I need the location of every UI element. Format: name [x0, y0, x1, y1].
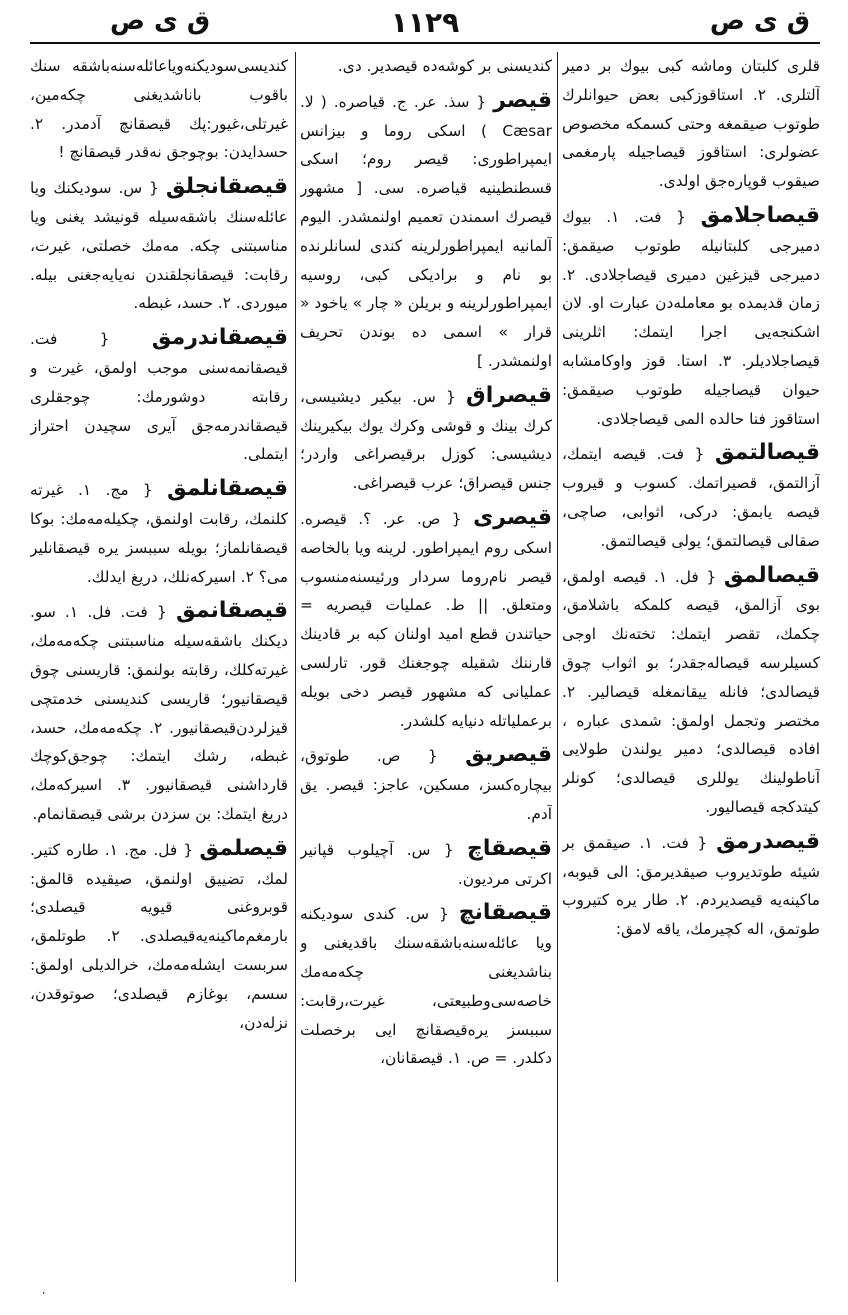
entry-headword: قيصلمق: [199, 835, 288, 861]
guide-letters-right: ق ى ص: [709, 6, 810, 36]
entry-headword: قيصاجلامق: [700, 202, 820, 228]
entry-headword: قيصر: [493, 87, 552, 113]
entry-text: قلرى كلبتان وماشه كبى بيوك بر دمير آلتلرى. ٢. استاقوزكبى بعض حيوانلرك طوتوب صيقمغه وحتى كسمكه مخصوص عضولرى: استاقوز قيصاجيله پارمغمى صيقوب قوپاره‌جق اولدى.: [562, 57, 820, 191]
entry-headword: قيصقانمق: [175, 598, 288, 624]
entry-text: { فل. ١. قيصه اولمق، بوى آزالمق، قيصه كلمكه باشلامق، چكمك، تقصر ايتمك: تخته‌نك اوجى كسيلرسه قيصاله‌جقدر؛ بو اثواب چوق قيصالدى؛ فانله ييقانمغله قيصالير. ٢. مختصر وتجمل اولمق: شمدى عباره ، افاده قيصالدى؛ دمير يولندن طولايى آناطولينك يوللرى قيصالدى؛ كونلر كيتدكجه قيصاليور.: [562, 567, 820, 816]
page-header: [30, 6, 820, 40]
dictionary-entry: [300, 899, 552, 1073]
entry-headword: قيصرى: [473, 504, 552, 530]
entry-text: { فل. مج. ١. طاره كتير. لمك، تضييق اولنمق، صيقيده قالمق: قوبروغنى قيويه قيصلدى؛بارمغم‌ماكينه‌يه‌قيصلدى. ٢. طوتلمق، سربست ايشله‌مه‌مك، خرالديلى اولمق: سسم، بوغازم قيصلدى؛ صوتوقدن، نزله‌دن،: [30, 840, 288, 1032]
entry-text: { ص. طوتوق، بيچاره‌كسز، مسكين، عاجز: قيصر. يق آدم.: [300, 747, 552, 823]
entry-text: { فت. ١. صيقمق بر شيئه طوتديروب صيقديرمق: الى قيوبه، ماكينه‌يه قيصديردم. ٢. طار يره كتيروب طوتمق، اله كچيرمك، ياقه لامق:: [562, 833, 820, 939]
dictionary-entry: [562, 202, 820, 433]
entry-headword: قيصقاندرمق: [151, 325, 288, 351]
entry-text: { فت. فل. ١. سو. ديكنك باشقه‌سيله مناسبتنى چكه‌مه‌مك، غيرته‌كلك، رقابته بولنمق: قاريسنى چوق قيصقانيور؛ قاريسى كنديسنى خدمتچى قيزلردن‌قيصقانيور. ٢. چكه‌مه‌مك، حسد، غبطه، رشك ايتمك: چوجق‌كوچك قارداشنى قيصقانيور. ٣. اسيركه‌مك، دريغ ايتمك: بن سزدن برشى قيصقانمام.: [30, 603, 288, 823]
entry-headword: قيصقانلمق: [167, 476, 288, 502]
dictionary-entry: [30, 835, 288, 1038]
entry-headword: قيصريق: [465, 742, 552, 768]
dictionary-entry: [300, 504, 552, 735]
entry-continuation: [562, 52, 820, 196]
dictionary-entry: [300, 835, 552, 894]
column-middle: [300, 52, 552, 1287]
dictionary-entry: [300, 87, 552, 376]
entry-text: { فت. قيصه ايتمك، آزالتمق، قصيراتمك. كسوب و قيروب قيصه يابمق: دركى، اثوابى، صاچى، صقالى قيصالتمق؛ يولى قيصالتمق.: [562, 445, 820, 550]
dictionary-entry: [562, 562, 820, 822]
dictionary-entry: [30, 324, 288, 469]
entry-headword: قيصالمق: [723, 562, 820, 588]
entry-headword: قيصقانچ: [458, 900, 552, 926]
dictionary-entry: [30, 475, 288, 591]
entry-headword: قيصالتمق: [714, 440, 820, 466]
column-left: [30, 52, 288, 1287]
entry-text: { س. آچيلوب قپانير اكرتى مرديون.: [300, 840, 552, 888]
footer-mark: ،: [42, 1286, 46, 1297]
entry-headword: قيصراق: [466, 382, 552, 408]
dictionary-entry: [562, 439, 820, 555]
entry-text: { مج. ١. غيرته كلنمك، رقابت اولنمق، چكيله‌مه‌مك: بوكا قيصقانلماز؛ بويله سببسز يره قيصقانلير مى؟ ٢. اسيركه‌نلك، دريغ ايدلك.: [30, 481, 288, 586]
entry-headword: قيصدرمق: [716, 828, 820, 854]
entry-headword: قيصقاچ: [466, 835, 552, 861]
entry-text: كنديسى‌سوديكنه‌ويا‌عائله‌سنه‌باشقه سنك باقوب بانا‌شديغنى چكه‌مين، غيرتلى،غيور:پك قيصقانچ آدمدر. ٢. حسدايدن: بوچوجق نه‌قدر قيصقانچ !: [30, 57, 288, 162]
dictionary-entry: [562, 828, 820, 944]
entry-text: { س. كندى سوديكنه ويا عائله‌سنه‌باشقه‌سنك باقديغنى و بناشديغنى چكه‌مه‌مك خاصه‌سى‌وطبيعتى، غيرت،رقابت: سببسز يره‌قيصقانچ ايى برخصلت دكلدر. = ص. ١. قيصقانان،: [300, 905, 552, 1068]
entry-text: { س. بيكير ديشيسى، كرك بينك و قوشى وكرك يوك بيكيرينك ديشيسى: كوزل برقيصراغى واردر؛ جنس قيصراق؛ عرب قيصراغى.: [300, 387, 552, 493]
header-rule: [30, 42, 820, 44]
entry-text: { ص. عر. ؟. قيصره. اسكى روم ايمپراطور. لرينه ويا بالخاصه قيصر نام‌روما سردار ورئيسنه‌منسوب ومتعلق. || ط. عمليات قيصريه = حياتندن قطع اميد اولنان كبه بر قادينك قارننك شقيله چوجغنك قور. تارلسى عمليانى كه مشهور قيصر دخى بويله برعمليا‌تله دنيايه كلشدر.: [300, 509, 552, 730]
column-divider: [295, 52, 296, 1282]
entry-text: { فت. قيصقانمه‌سنى موجب اولمق، غيرت و رقابته دوشورمك: چوجقلرى قيصقاندرمه‌جق آيرى سچيدن احتراز ايتملى.: [30, 330, 288, 464]
guide-letters-left: ق ى ص: [110, 6, 211, 36]
entry-continuation: [30, 52, 288, 167]
page-number: ١١٢٩: [390, 6, 460, 39]
entry-text: { سذ. عر. ج. قياصره. ( لا. Cæsar ) اسكى روما و بيزانس ايمپراطورى: قيصر روم؛ اسكى قسطنطينيه قياصره. سى. [ مشهور قيصرك اسمندن تعميم اولنمشدر. اليوم آلمانيه ايمپراطورلرينه كندى لسانلرنده بو نام و براديكى كبى، روسيه ايمپراطورلرينه و بريلن « چار » ياخود « قرار » اسمى ده بوندن تحريف اولنمشدر. ]: [300, 92, 552, 370]
dictionary-entry: [300, 382, 552, 498]
column-right: [562, 52, 820, 1287]
dictionary-entry: [300, 741, 552, 828]
dictionary-entry: [30, 173, 288, 318]
entry-continuation: [300, 52, 552, 81]
entry-text: { س. سوديكنك ويا عائله‌سنك باشقه‌سيله قونيشد يغنى ويا مناسبتنى چكه. مه‌مك خصلتى، غيرت، رقابت: قيصقانجلقندن نه‌يايه‌جغنى بيله. ميوردى. ٢. حسد، غبطه.: [30, 179, 288, 313]
entry-text: كنديسنى بر كوشه‌ده قيصدير. دى.: [337, 57, 552, 75]
entry-text: { فت. ١. بيوك دميرجى كلبتانيله طوتوب صيقمق: دميرجى قيزغين دميرى قيصاجلادى. ٢. زمان قديمده بو معامله‌دن عبارت او. لان اشكنجه‌يى اجرا ايتمك: اثلرينى قيصاجلاديلر. ٣. استا. قوز واوكامشابه حيوان قيصاجيله طوتوب صيقمق: استاقوز فنا حالده المى قيصاجلادى.: [562, 207, 820, 428]
column-divider: [557, 52, 558, 1282]
dictionary-entry: [30, 597, 288, 828]
entry-headword: قيصقانجلق: [165, 174, 288, 200]
